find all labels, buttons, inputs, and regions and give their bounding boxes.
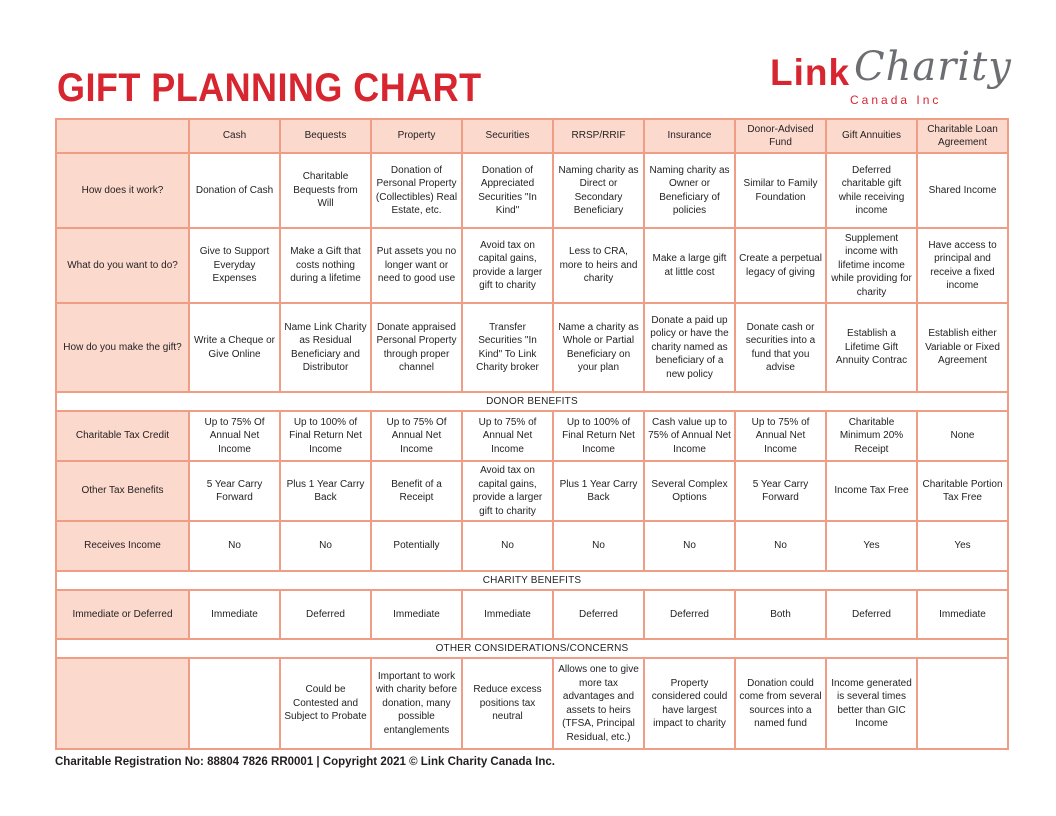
table-cell: Could be Contested and Subject to Probate [280,658,371,749]
table-cell: 5 Year Carry Forward [735,461,826,521]
table-cell: Put assets you no longer want or need to good use [371,228,462,303]
table-cell: Transfer Securities "In Kind" To Link Charity broker [462,303,553,392]
table-row [56,153,1008,228]
table-cell: Allows one to give more tax advantages and assets to heirs (TFSA, Principal Residual, etc.) [553,658,644,749]
table-cell: 5 Year Carry Forward [189,461,280,521]
table-cell: Both [735,590,826,639]
table-cell: No [735,521,826,571]
table-cell: Avoid tax on capital gains, provide a larger gift to charity [462,228,553,303]
section-heading: DONOR BENEFITS [56,392,1008,411]
table-cell: Donation of Appreciated Securities "In Kind" [462,153,553,228]
gift-planning-table [55,118,1009,750]
table-cell: Have access to principal and receive a fixed income [917,228,1008,303]
table-cell: Naming charity as Owner or Beneficiary of policies [644,153,735,228]
page-title: GIFT PLANNING CHART [57,66,482,110]
table-cell: Potentially [371,521,462,571]
row-header: How does it work? [56,153,189,228]
section-heading: CHARITY BENEFITS [56,571,1008,590]
table-cell: No [644,521,735,571]
table-cell: Make a Gift that costs nothing during a lifetime [280,228,371,303]
table-row [56,590,1008,639]
table-cell: Create a perpetual legacy of giving [735,228,826,303]
table-cell: Donate a paid up policy or have the charity named as beneficiary of a new policy [644,303,735,392]
table-row [56,521,1008,571]
table-cell: Similar to Family Foundation [735,153,826,228]
table-cell: Deferred [553,590,644,639]
column-header: Securities [462,119,553,153]
table-row [56,658,1008,749]
table-cell: Name Link Charity as Residual Beneficiary and Distributor [280,303,371,392]
table-cell: Several Complex Options [644,461,735,521]
table-cell: Immediate [371,590,462,639]
table-cell: Up to 100% of Final Return Net Income [553,411,644,461]
table-cell: Deferred charitable gift while receiving income [826,153,917,228]
table-cell: Up to 100% of Final Return Net Income [280,411,371,461]
table-cell: Benefit of a Receipt [371,461,462,521]
table-cell: Income generated is several times better than GIC Income [826,658,917,749]
table-cell: Deferred [644,590,735,639]
table-cell: Up to 75% of Annual Net Income [462,411,553,461]
table-cell: Yes [917,521,1008,571]
table-cell: Important to work with charity before donation, many possible entanglements [371,658,462,749]
column-header: RRSP/RRIF [553,119,644,153]
table-row [56,461,1008,521]
table-cell: No [462,521,553,571]
table-cell: Charitable Bequests from Will [280,153,371,228]
table-cell: Write a Cheque or Give Online [189,303,280,392]
column-header: Cash [189,119,280,153]
row-header [56,658,189,749]
section-row [56,392,1008,411]
table-cell: Establish a Lifetime Gift Annuity Contrac [826,303,917,392]
table-cell: Immediate [917,590,1008,639]
table-cell: Supplement income with lifetime income while providing for charity [826,228,917,303]
table-cell: Immediate [462,590,553,639]
row-header: Receives Income [56,521,189,571]
table-cell: Establish either Variable or Fixed Agreement [917,303,1008,392]
table-cell: Donation of Cash [189,153,280,228]
table-cell: Plus 1 Year Carry Back [280,461,371,521]
table-cell: Donation could come from several sources into a named fund [735,658,826,749]
table-cell: Cash value up to 75% of Annual Net Income [644,411,735,461]
column-header: Insurance [644,119,735,153]
table-cell: Naming charity as Direct or Secondary Beneficiary [553,153,644,228]
table-cell: No [189,521,280,571]
section-row [56,639,1008,658]
table-cell: None [917,411,1008,461]
table-cell: Immediate [189,590,280,639]
row-header: Immediate or Deferred [56,590,189,639]
table-row [56,303,1008,392]
table-cell: Charitable Portion Tax Free [917,461,1008,521]
table-cell: Make a large gift at little cost [644,228,735,303]
table-cell: Donate cash or securities into a fund that you advise [735,303,826,392]
table-cell: Yes [826,521,917,571]
table-cell: Donate appraised Personal Property through proper channel [371,303,462,392]
table-cell: Property considered could have largest impact to charity [644,658,735,749]
table-cell: Up to 75% Of Annual Net Income [189,411,280,461]
table-row [56,228,1008,303]
column-header: Charitable Loan Agreement [917,119,1008,153]
table-cell: Deferred [826,590,917,639]
logo-subtitle: Canada Inc [850,93,942,107]
row-header: Other Tax Benefits [56,461,189,521]
table-cell: Deferred [280,590,371,639]
footer-copyright: Charitable Registration No: 88804 7826 RR0001 | Copyright 2021 © Link Charity Canada Inc. [55,756,555,768]
table-cell: Donation of Personal Property (Collectibles) Real Estate, etc. [371,153,462,228]
table-row [56,411,1008,461]
table-cell: Less to CRA, more to heirs and charity [553,228,644,303]
table-header-row [56,119,1008,153]
column-header: Donor-Advised Fund [735,119,826,153]
table-cell: Up to 75% of Annual Net Income [735,411,826,461]
table-cell: Plus 1 Year Carry Back [553,461,644,521]
table-cell: No [280,521,371,571]
table-cell: Charitable Minimum 20% Receipt [826,411,917,461]
row-header: How do you make the gift? [56,303,189,392]
table-cell: No [553,521,644,571]
table-cell: Income Tax Free [826,461,917,521]
row-header: Charitable Tax Credit [56,411,189,461]
table-cell: Avoid tax on capital gains, provide a larger gift to charity [462,461,553,521]
column-header: Gift Annuities [826,119,917,153]
column-header: Bequests [280,119,371,153]
table-cell [917,658,1008,749]
link-charity-logo [770,42,1020,114]
table-cell: Reduce excess positions tax neutral [462,658,553,749]
header-corner-cell [56,119,189,153]
column-header: Property [371,119,462,153]
table-cell [189,658,280,749]
table-cell: Up to 75% Of Annual Net Income [371,411,462,461]
logo-link-text: Link [770,52,851,93]
table-cell: Shared Income [917,153,1008,228]
logo-charity-text: Charity [854,44,1012,90]
row-header: What do you want to do? [56,228,189,303]
section-row [56,571,1008,590]
section-heading: OTHER CONSIDERATIONS/CONCERNS [56,639,1008,658]
table-cell: Give to Support Everyday Expenses [189,228,280,303]
table-cell: Name a charity as Whole or Partial Beneficiary on your plan [553,303,644,392]
